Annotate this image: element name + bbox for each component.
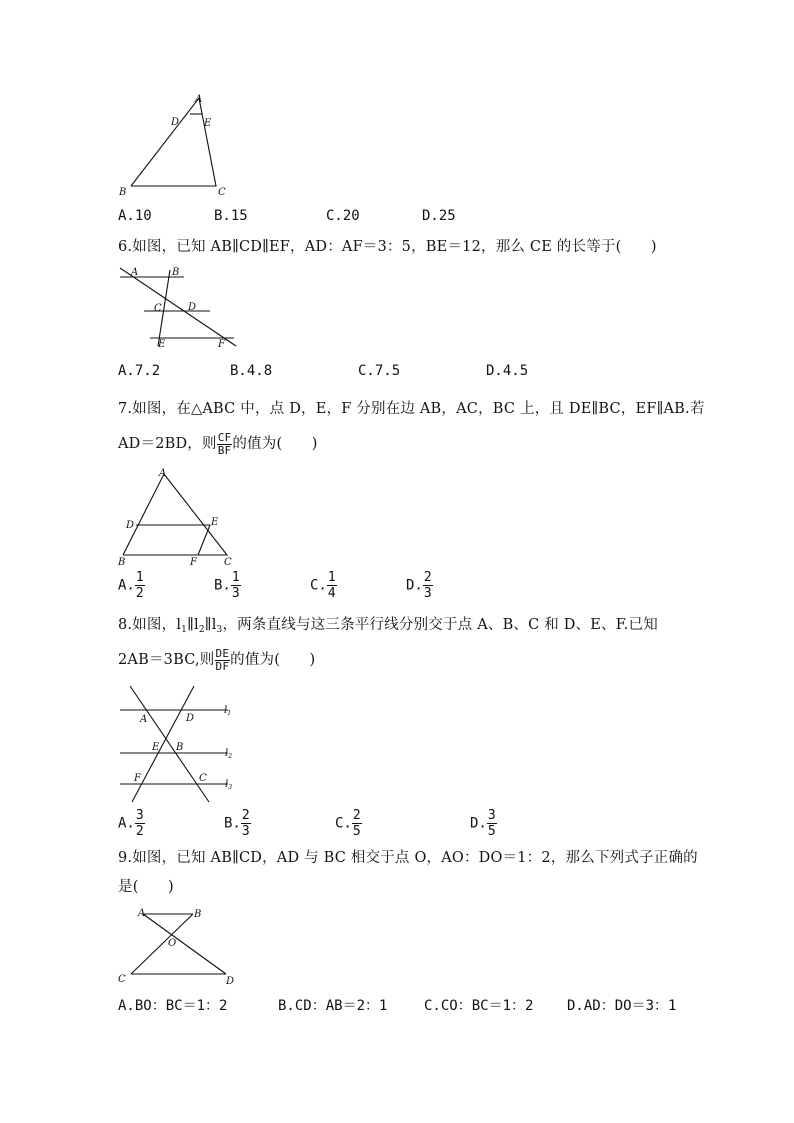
- q7-option-a[interactable]: [118, 570, 145, 601]
- q8-option-a-den: 2: [135, 824, 144, 839]
- q8-option-a[interactable]: [118, 808, 145, 839]
- q8-option-b-label: B.: [224, 815, 241, 832]
- q5-triangle-figure: [112, 88, 242, 198]
- q8-option-b[interactable]: [224, 808, 251, 839]
- q6-label-b: B: [172, 267, 180, 278]
- q8-question-line1: [118, 615, 658, 640]
- q9-option-b[interactable]: B.CD：AB＝2：1: [278, 998, 388, 1014]
- q7-option-a-den: 2: [135, 586, 144, 601]
- q5-label-a: A: [195, 94, 203, 105]
- q8-label-c: C: [199, 773, 207, 784]
- q9-label-d: D: [226, 976, 235, 987]
- q5-option-c[interactable]: C.20: [326, 208, 360, 224]
- q7-frac-den: BF: [217, 443, 232, 457]
- q7-label-c: C: [224, 557, 232, 568]
- q8-l1-name: l: [224, 705, 228, 716]
- q7-label-b: B: [118, 557, 126, 568]
- q6-question-text: 6.如图，已知 AB∥CD∥EF，AD：AF＝3：5，BE＝12，那么 CE 的长等于( ): [118, 239, 657, 255]
- q6-option-d[interactable]: D.4.5: [486, 363, 529, 379]
- q7-label-e: E: [211, 517, 219, 528]
- q8-option-a-label: A.: [118, 815, 135, 832]
- q8-option-b-num: 2: [241, 808, 250, 823]
- q8-option-b-frac: [241, 808, 251, 839]
- q7-line2-suffix: 的值为( ): [232, 436, 318, 452]
- q7-option-d[interactable]: [406, 570, 433, 601]
- q6-label-f: F: [218, 339, 225, 350]
- q6-label-c: C: [154, 303, 162, 314]
- q9-question-line2: 是( ): [118, 879, 174, 895]
- q5-label-c: C: [218, 187, 226, 198]
- q8-question-line2: [118, 642, 315, 678]
- q7-option-c-label: C.: [310, 577, 327, 594]
- q8-sep2: ∥l: [204, 617, 217, 633]
- q8-l3-sub: 3: [228, 784, 233, 791]
- q8-option-a-num: 3: [135, 808, 144, 823]
- q8-option-b-den: 3: [241, 824, 250, 839]
- q8-l3-name: l: [225, 779, 229, 790]
- q9-label-a: A: [138, 908, 146, 919]
- q9-option-a[interactable]: A.BO：BC＝1：2: [118, 998, 228, 1014]
- q8-option-c-den: 5: [352, 824, 361, 839]
- q8-text-a: 8.如图，l: [118, 617, 182, 633]
- q7-question-line1: 7.如图，在△ABC 中，点 D，E，F 分别在边 AB，AC，BC 上，且 DE∥BC，EF∥AB.若: [118, 401, 705, 417]
- q5-label-e: E: [204, 118, 212, 129]
- q8-option-c[interactable]: [335, 808, 362, 839]
- q7-option-b-label: B.: [214, 577, 231, 594]
- q8-line2-suffix: 的值为( ): [230, 652, 316, 668]
- q6-option-a[interactable]: A.7.2: [118, 363, 161, 379]
- q8-option-d-num: 3: [487, 808, 496, 823]
- q8-option-c-frac: [352, 808, 362, 839]
- q8-frac-den: DF: [215, 659, 230, 673]
- q8-l2-sub: 2: [228, 753, 233, 760]
- q7-frac-num: CF: [217, 430, 232, 444]
- q6-label-e: E: [158, 339, 166, 350]
- q8-l2-name: l: [225, 748, 229, 759]
- q7-ratio-fraction: [217, 432, 233, 457]
- q8-label-e: E: [152, 742, 160, 753]
- q7-option-d-frac: [423, 570, 433, 601]
- q7-option-c[interactable]: [310, 570, 337, 601]
- q5-label-d: D: [171, 117, 180, 128]
- q7-option-c-frac: [327, 570, 337, 601]
- q7-line2-prefix: AD＝2BD，则: [118, 436, 217, 452]
- q8-option-c-label: C.: [335, 815, 352, 832]
- q7-option-a-num: 1: [135, 570, 144, 585]
- q5-label-b: B: [119, 187, 127, 198]
- q8-label-b: B: [176, 742, 184, 753]
- q6-label-a: A: [131, 267, 139, 278]
- q7-option-d-num: 2: [423, 570, 432, 585]
- q7-option-b-frac: [231, 570, 241, 601]
- q9-label-c: C: [118, 974, 126, 985]
- q8-l1-sub: 1: [227, 710, 232, 717]
- q7-option-d-den: 3: [423, 586, 432, 601]
- q7-option-a-frac: [135, 570, 145, 601]
- q7-option-b-num: 1: [231, 570, 240, 585]
- q8-ratio-fraction: [215, 648, 231, 673]
- q8-label-l2: [225, 748, 232, 760]
- q7-triangle-figure: [112, 466, 242, 570]
- q9-option-d[interactable]: D.AD：DO＝3：1: [567, 998, 677, 1014]
- q8-sep1: ∥l: [187, 617, 199, 633]
- q6-label-d: D: [188, 302, 197, 313]
- q8-text-b: ，两条直线与这三条平行线分别交于点 A、B、C 和 D、E、F.已知: [222, 617, 658, 633]
- q7-option-a-label: A.: [118, 577, 135, 594]
- q8-option-d[interactable]: [470, 808, 497, 839]
- q8-frac-num: DE: [215, 646, 230, 660]
- q8-label-d: D: [186, 713, 195, 724]
- q7-question-line2: [118, 426, 318, 462]
- q8-option-d-den: 5: [487, 824, 496, 839]
- q7-option-c-num: 1: [327, 570, 336, 585]
- q9-label-b: B: [194, 909, 202, 920]
- q8-sub3: 3: [216, 625, 223, 635]
- q8-line2-prefix: 2AB＝3BC,则: [118, 652, 215, 668]
- q5-option-a[interactable]: A.10: [118, 208, 152, 224]
- q9-hourglass-figure: [112, 904, 242, 988]
- q8-sub1: 1: [181, 625, 188, 635]
- q8-option-d-frac: [487, 808, 497, 839]
- q8-option-c-num: 2: [352, 808, 361, 823]
- q8-label-a: A: [140, 714, 148, 725]
- q8-sub2: 2: [198, 625, 205, 635]
- q5-option-d[interactable]: D.25: [422, 208, 456, 224]
- q6-option-b[interactable]: B.4.8: [230, 363, 273, 379]
- q7-option-b-den: 3: [231, 586, 240, 601]
- q8-parallel-lines-figure: [112, 682, 242, 806]
- q7-label-f: F: [190, 557, 197, 568]
- q8-label-f: F: [134, 773, 141, 784]
- q8-option-a-frac: [135, 808, 145, 839]
- q9-option-c[interactable]: C.CO：BC＝1：2: [424, 998, 534, 1014]
- q7-option-b[interactable]: [214, 570, 241, 601]
- q8-label-l3: [225, 779, 232, 791]
- q8-label-l1: [224, 705, 231, 717]
- q9-label-o: O: [168, 938, 177, 949]
- q7-label-d: D: [126, 520, 135, 531]
- q8-option-d-label: D.: [470, 815, 487, 832]
- q7-option-d-label: D.: [406, 577, 423, 594]
- q6-parallel-lines-figure: [112, 264, 242, 350]
- q5-option-b[interactable]: B.15: [214, 208, 248, 224]
- q9-question-line1: 9.如图，已知 AB∥CD，AD 与 BC 相交于点 O，AO：DO＝1：2，那么下列式子正确的: [118, 850, 698, 866]
- q7-option-c-den: 4: [327, 586, 336, 601]
- q6-option-c[interactable]: C.7.5: [358, 363, 401, 379]
- q7-label-a: A: [159, 468, 167, 479]
